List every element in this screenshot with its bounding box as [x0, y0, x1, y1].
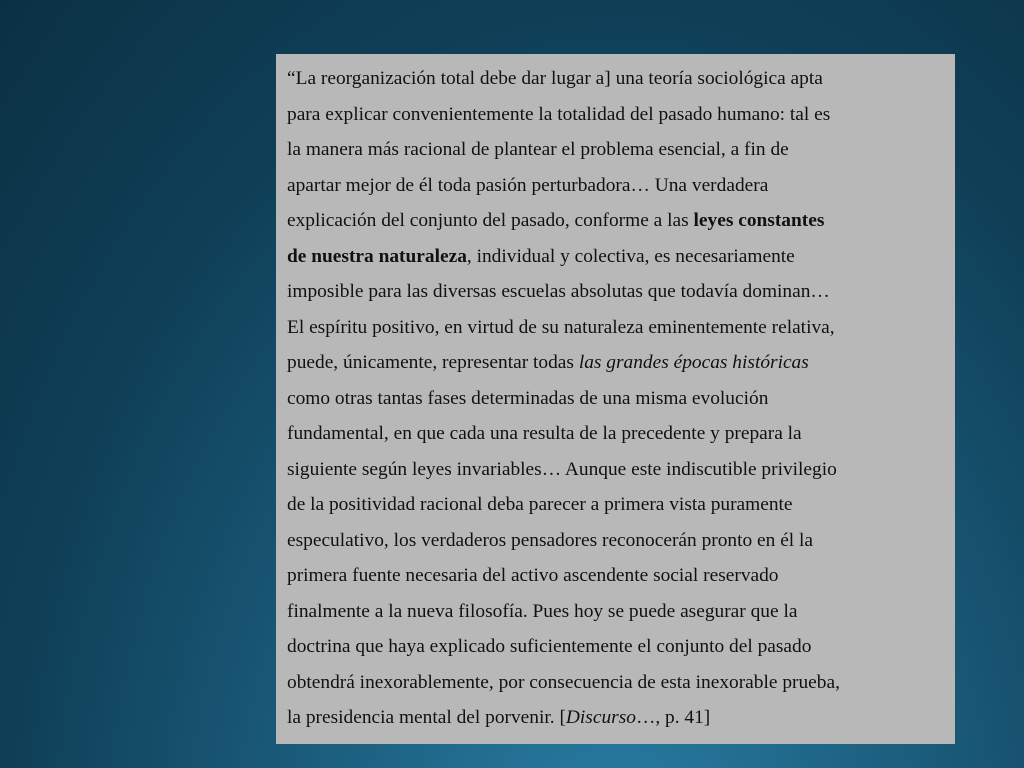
quote-line	[287, 239, 941, 275]
quote-line	[287, 61, 941, 97]
quote-line	[287, 487, 941, 523]
quote-text: siguiente según leyes invariables… Aunque este indiscutible privilegio	[287, 458, 837, 480]
quote-text: la manera más racional de plantear el problema esencial, a fin de	[287, 139, 789, 160]
quote-text: , individual y colectiva, es necesariamente	[466, 245, 795, 267]
quote-line	[287, 665, 941, 701]
quote-line	[287, 700, 941, 736]
quote-text: “La reorganización total debe dar lugar a] una teoría sociológica apta	[287, 68, 823, 89]
quote-text: de la positividad racional deba parecer a primera vista puramente	[287, 494, 793, 515]
quote-text: la presidencia mental del porvenir. [	[287, 707, 566, 728]
quote-text: como otras tantas fases determinadas de una misma evolución	[287, 387, 769, 409]
quote-line	[287, 97, 941, 133]
quote-text: puede, únicamente, representar todas	[287, 352, 579, 373]
quote-text: primera fuente necesaria del activo ascendente social reservado	[287, 565, 779, 586]
quote-line	[287, 132, 941, 168]
quote-text: finalmente a la nueva filosofía. Pues hoy se puede asegurar que la	[287, 600, 798, 622]
quote-line	[287, 203, 941, 239]
quote-line	[287, 523, 941, 559]
quote-text: obtendrá inexorablemente, por consecuencia de esta inexorable prueba,	[287, 671, 840, 693]
quote-text: imposible para las diversas escuelas absolutas que todavía dominan…	[287, 281, 830, 302]
quote-line	[287, 416, 941, 452]
quote-line	[287, 629, 941, 665]
quote-text: El espíritu positivo, en virtud de su naturaleza eminentemente relativa,	[287, 316, 835, 338]
italic-text: las grandes épocas históricas	[578, 352, 809, 373]
quote-text: para explicar convenientemente la totalidad del pasado humano: tal es	[287, 103, 831, 125]
quote-text: …, p. 41]	[635, 707, 711, 728]
quote-panel	[276, 54, 955, 744]
quote-line	[287, 452, 941, 488]
bold-text: de nuestra naturaleza	[287, 245, 467, 267]
quote-line	[287, 594, 941, 630]
quote-line	[287, 558, 941, 594]
quote-line	[287, 381, 941, 417]
quote-text: especulativo, los verdaderos pensadores reconocerán pronto en él la	[287, 529, 814, 551]
quote-line	[287, 345, 941, 381]
quote-line	[287, 168, 941, 204]
quote-text: fundamental, en que cada una resulta de la precedente y prepara la	[287, 423, 802, 444]
quote-text: apartar mejor de él toda pasión perturbadora… Una verdadera	[287, 174, 769, 196]
bold-text: leyes constantes	[693, 210, 825, 231]
quote-line	[287, 274, 941, 310]
italic-text: Discurso	[565, 707, 636, 728]
quote-line	[287, 310, 941, 346]
quote-text: doctrina que haya explicado suficientemente el conjunto del pasado	[287, 636, 812, 657]
quote-text: explicación del conjunto del pasado, conforme a las	[287, 210, 694, 231]
